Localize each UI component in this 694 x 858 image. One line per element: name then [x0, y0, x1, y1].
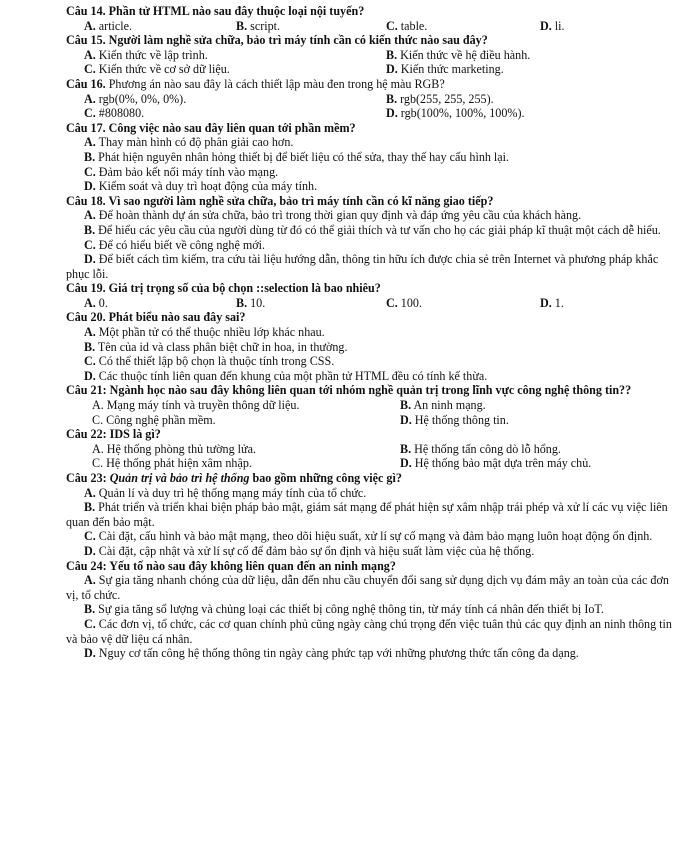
option-c: C. Có thể thiết lập bộ chọn là thuộc tính trong CSS.: [84, 354, 335, 369]
question-title: Câu 24: Yếu tố nào sau đây không liên quan đến an ninh mạng?: [66, 558, 396, 573]
option-b: B. rgb(255, 255, 255).: [386, 91, 494, 106]
option-d: D. Kiến thức marketing.: [386, 62, 504, 77]
option-c: C. table.: [386, 18, 428, 33]
question-title: Câu 20. Phát biểu nào sau đây sai?: [66, 310, 246, 325]
options-row: [66, 106, 672, 121]
question-title: Câu 18. Vì sao người làm nghề sửa chữa, bảo trì máy tính cần có kĩ năng giao tiếp?: [66, 193, 494, 208]
option-b: B. 10.: [236, 295, 266, 310]
options-row: [66, 456, 672, 471]
option-c: C. Cài đặt, cấu hình và bảo mật mạng, theo dõi hiệu suất, xử lí sự cố mạng và đảm bảo mạng luôn hoạt động ổn định.: [84, 529, 653, 544]
option-c: C. Kiến thức về cơ sở dữ liệu.: [84, 62, 230, 77]
question-title: Câu 15. Người làm nghề sửa chữa, bảo trì máy tính cần có kiến thức nào sau đây?: [66, 33, 488, 48]
question-16: [66, 77, 672, 121]
question-title: Câu 16. Phương án nào sau đây là cách thiết lập màu đen trong hệ màu RGB?: [66, 76, 445, 91]
option-a: A. Sự gia tăng nhanh chóng của dữ liệu, dẫn đến nhu cầu chuyển đổi sang sử dụng dịch vụ đám mây an toàn của các đơn vị, tổ chức.: [66, 573, 669, 602]
option-d: D. Hệ thống thông tin.: [400, 412, 509, 427]
option-d: D. Cài đặt, cập nhật và xử lí sự cố để đảm bảo sự ổn định và hiệu suất làm việc của hệ thống.: [84, 543, 535, 558]
option-b: B. Tên của id và class phân biệt chữ in hoa, in thường.: [84, 339, 348, 354]
question-title: Câu 14. Phần tử HTML nào sau đây thuộc loại nội tuyến?: [66, 4, 365, 18]
option-a: A. Mạng máy tính và truyền thông dữ liệu.: [92, 398, 300, 413]
option-d: D. Hệ thống bảo mật dựa trên máy chủ.: [400, 456, 592, 471]
option-a: A. rgb(0%, 0%, 0%).: [84, 91, 187, 106]
options-row: [66, 398, 672, 413]
option-d: D. Để biết cách tìm kiếm, tra cứu tài liệu hướng dẫn, thông tin hữu ích được chia sẻ trên Internet và phương pháp khắc phục lỗi.: [66, 252, 659, 281]
option-d: D. Nguy cơ tấn công hệ thống thông tin ngày càng phức tạp với những phương thức tấn công đa dạng.: [84, 646, 579, 661]
options-row: [66, 62, 672, 77]
option-a: A. 0.: [84, 295, 108, 310]
options-row: [66, 19, 672, 34]
option-a: A. Để hoàn thành dự án sửa chữa, bảo trì trong thời gian quy định và đáp ứng yêu cầu của khách hàng.: [84, 208, 582, 223]
question-title: Câu 21: Ngành học nào sau đây không liên quan tới nhóm nghề quản trị trong lĩnh vực công nghệ thông tin??: [66, 383, 632, 398]
option-b: B. Sự gia tăng số lượng và chủng loại các thiết bị công nghệ thông tin, từ máy tính cá nhân đến thiết bị IoT.: [84, 602, 604, 617]
options-row: [66, 296, 672, 311]
option-a: A. Thay màn hình có độ phân giải cao hơn.: [84, 135, 294, 150]
option-d: D. Kiểm soát và duy trì hoạt động của máy tính.: [84, 179, 318, 194]
option-b: B. Để hiểu các yêu cầu của người dùng từ đó có thể giải thích và tư vấn cho họ các giải pháp kĩ thuật một cách dễ hiểu.: [84, 222, 661, 237]
question-17: [66, 121, 672, 194]
option-b: B. Kiến thức về hệ điều hành.: [386, 47, 531, 62]
question-22: [66, 427, 672, 471]
option-d: D. 1.: [540, 295, 564, 310]
option-b: B. An ninh mạng.: [400, 398, 486, 413]
option-d: D. Các thuộc tính liên quan đến khung của một phần tử HTML đều có tính kế thừa.: [84, 368, 488, 383]
question-text-visible: Phương án nào sau đây là cách thiết lập màu đen trong hệ màu RGB?: [108, 76, 445, 91]
option-c: C. Để có hiểu biết về công nghệ mới.: [84, 237, 266, 252]
question-15: [66, 33, 672, 77]
question-title: Câu 19. Giá trị trọng số của bộ chọn ::selection là bao nhiêu?: [66, 281, 381, 296]
option-c: C. 100.: [386, 295, 422, 310]
option-b: B. Hệ thống tấn công dò lỗ hổng.: [400, 441, 561, 456]
option-d: D. li.: [540, 18, 565, 33]
option-b: B. Phát triển và triển khai biện pháp bảo mật, giám sát mạng để phát hiện sự xâm nhập trái phép và xử lí các vụ việc liên quan đến bảo mật.: [66, 500, 668, 529]
question-title: Câu 23: Quản trị và bảo trì hệ thống bao gồm những công việc gì?: [66, 471, 402, 485]
option-c: C. Các đơn vị, tổ chức, các cơ quan chính phủ cũng ngày càng chú trọng đến việc tuân thủ các quy định an ninh thông tin và bảo vệ dữ liệu cá nhân.: [66, 616, 672, 646]
option-b: B. Phát hiện nguyên nhân hỏng thiết bị để biết liệu có thể sửa, thay thế hay cấu hình lại.: [84, 149, 510, 164]
question-20: [66, 310, 672, 383]
question-14: [66, 4, 672, 33]
question-title: Câu 17. Công việc nào sau đây liên quan tới phần mềm?: [66, 120, 356, 135]
options-row: [66, 442, 672, 457]
option-b: B. script.: [236, 18, 281, 33]
option-a: A. Quản lí và duy trì hệ thống mạng máy tính của tổ chức.: [84, 485, 367, 500]
option-c: C. Đảm bảo kết nối máy tính vào mạng.: [84, 164, 279, 179]
question-title: Câu 22: IDS là gì?: [66, 427, 161, 442]
question-19: [66, 281, 672, 310]
question-24: [66, 559, 672, 661]
options-row: [66, 92, 672, 107]
question-23: [66, 471, 672, 559]
options-row: [66, 413, 672, 428]
option-c: C. Công nghệ phần mềm.: [92, 412, 216, 427]
question-18: [66, 194, 672, 282]
option-c: C. Hệ thống phát hiện xâm nhập.: [92, 456, 252, 471]
option-a: A. Một phần tử có thể thuộc nhiều lớp khác nhau.: [84, 325, 325, 340]
options-row: [66, 48, 672, 63]
question-21: [66, 383, 672, 427]
option-d: D. rgb(100%, 100%, 100%).: [386, 106, 525, 121]
option-c: C. #808080.: [84, 106, 145, 121]
option-a: A. article.: [84, 18, 133, 33]
option-a: A. Hệ thống phòng thủ tường lửa.: [92, 441, 256, 456]
option-a: A. Kiến thức về lập trình.: [84, 47, 208, 62]
